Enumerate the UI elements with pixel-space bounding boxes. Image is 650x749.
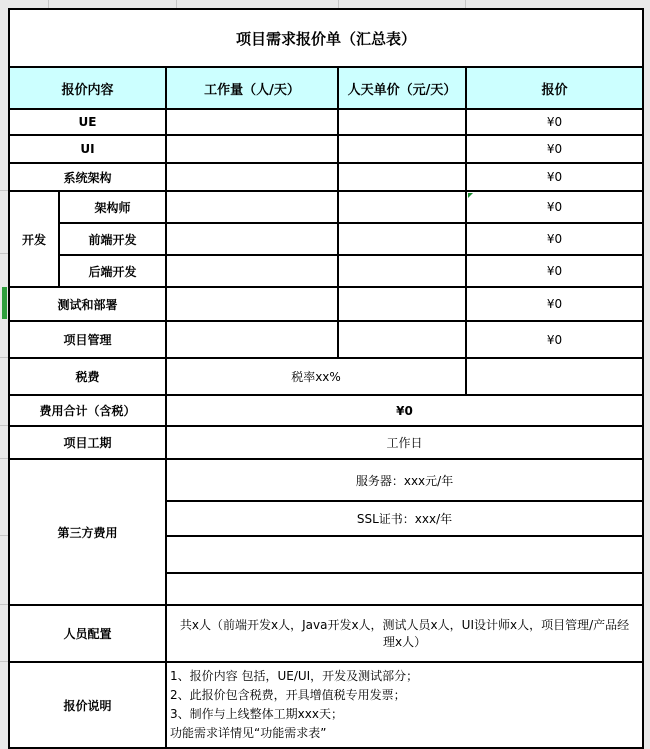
table-row [9,426,643,459]
tax-price-cell[interactable] [466,358,643,395]
architect-workload-cell[interactable] [166,191,338,223]
ue-price-cell[interactable]: ¥0 [466,109,643,135]
gridline [0,190,8,191]
duration-label-cell[interactable]: 项目工期 [9,426,166,459]
error-indicator-icon [468,193,473,198]
backend-price-cell[interactable]: ¥0 [466,255,643,287]
table-row [9,135,643,163]
backend-unit-price-cell[interactable] [338,255,466,287]
gridline [0,357,8,358]
architecture-price-cell[interactable]: ¥0 [466,163,643,191]
gridline [48,0,49,8]
architect-label-cell[interactable]: 架构师 [59,191,166,223]
notes-value-cell[interactable] [166,662,643,748]
frontend-label-cell[interactable]: 前端开发 [59,223,166,255]
frontend-workload-cell[interactable] [166,223,338,255]
pm-unit-price-cell[interactable] [338,321,466,358]
gridline [0,604,8,605]
table-row [9,395,643,426]
table-row [9,255,643,287]
table-row [9,287,643,321]
note-line: 2、此报价包含税费，开具增值税专用发票； [170,688,406,702]
table-row [9,191,643,223]
third-party-ssl-cell[interactable]: SSL证书：xxx/年 [166,501,643,536]
table-row [9,321,643,358]
architect-unit-price-cell[interactable] [338,191,466,223]
ue-label-cell[interactable]: UE [9,109,166,135]
ue-workload-cell[interactable] [166,109,338,135]
backend-workload-cell[interactable] [166,255,338,287]
total-value-cell[interactable]: ¥0 [166,395,643,426]
testing-price-cell[interactable]: ¥0 [466,287,643,321]
architecture-label-cell[interactable]: 系统架构 [9,163,166,191]
ui-price-cell[interactable]: ¥0 [466,135,643,163]
architecture-workload-cell[interactable] [166,163,338,191]
staffing-label-cell[interactable]: 人员配置 [9,605,166,662]
notes-label-cell[interactable]: 报价说明 [9,662,166,748]
header-cell-workload[interactable]: 工作量（人/天） [166,67,338,109]
ui-label-cell[interactable]: UI [9,135,166,163]
frontend-price-cell[interactable]: ¥0 [466,223,643,255]
table-row [9,358,643,395]
backend-label-cell[interactable]: 后端开发 [59,255,166,287]
header-cell-price[interactable]: 报价 [466,67,643,109]
gridline [0,661,8,662]
architect-price-cell[interactable] [466,191,643,223]
table-row [9,109,643,135]
header-row [9,67,643,109]
header-cell-unit-price[interactable]: 人天单价（元/天） [338,67,466,109]
ue-unit-price-cell[interactable] [338,109,466,135]
duration-value-cell[interactable]: 工作日 [166,426,643,459]
testing-unit-price-cell[interactable] [338,287,466,321]
table-row [9,605,643,662]
gridline [0,253,8,254]
pm-workload-cell[interactable] [166,321,338,358]
staffing-value-cell[interactable]: 共x人（前端开发x人，Java开发x人，测试人员x人，UI设计师x人，项目管理/产品经理x人） [166,605,643,662]
third-party-label-cell[interactable]: 第三方费用 [9,459,166,605]
tax-rate-cell[interactable]: 税率xx% [166,358,466,395]
gridline [0,425,8,426]
testing-label-cell[interactable]: 测试和部署 [9,287,166,321]
architect-price-value: ¥0 [546,200,563,214]
table-row [9,163,643,191]
table-row [9,459,643,501]
gridline [176,0,177,8]
third-party-empty-cell[interactable] [166,573,643,605]
testing-workload-cell[interactable] [166,287,338,321]
frontend-unit-price-cell[interactable] [338,223,466,255]
third-party-server-cell[interactable]: 服务器：xxx元/年 [166,459,643,501]
quotation-table [8,8,644,749]
gridline [338,0,339,8]
third-party-empty-cell[interactable] [166,536,643,573]
note-line: 3、制作与上线整体工期xxx天； [170,707,343,721]
tax-label-cell[interactable]: 税费 [9,358,166,395]
ui-workload-cell[interactable] [166,135,338,163]
gridline [465,0,466,8]
note-line: 1、报价内容 包括，UE/UI，开发及测试部分； [170,669,419,683]
architecture-unit-price-cell[interactable] [338,163,466,191]
total-label-cell[interactable]: 费用合计（含税） [9,395,166,426]
note-line: 功能需求详情见“功能需求表” [170,726,327,740]
pm-label-cell[interactable]: 项目管理 [9,321,166,358]
gridline [0,458,8,459]
row-selection-highlight [2,287,7,319]
table-row [9,223,643,255]
table-row [9,9,643,67]
page-title[interactable]: 项目需求报价单（汇总表） [9,9,643,67]
pm-price-cell[interactable]: ¥0 [466,321,643,358]
ui-unit-price-cell[interactable] [338,135,466,163]
header-cell-content[interactable]: 报价内容 [9,67,166,109]
dev-group-cell[interactable]: 开发 [9,191,59,287]
gridline [0,535,8,536]
table-row [9,662,643,748]
